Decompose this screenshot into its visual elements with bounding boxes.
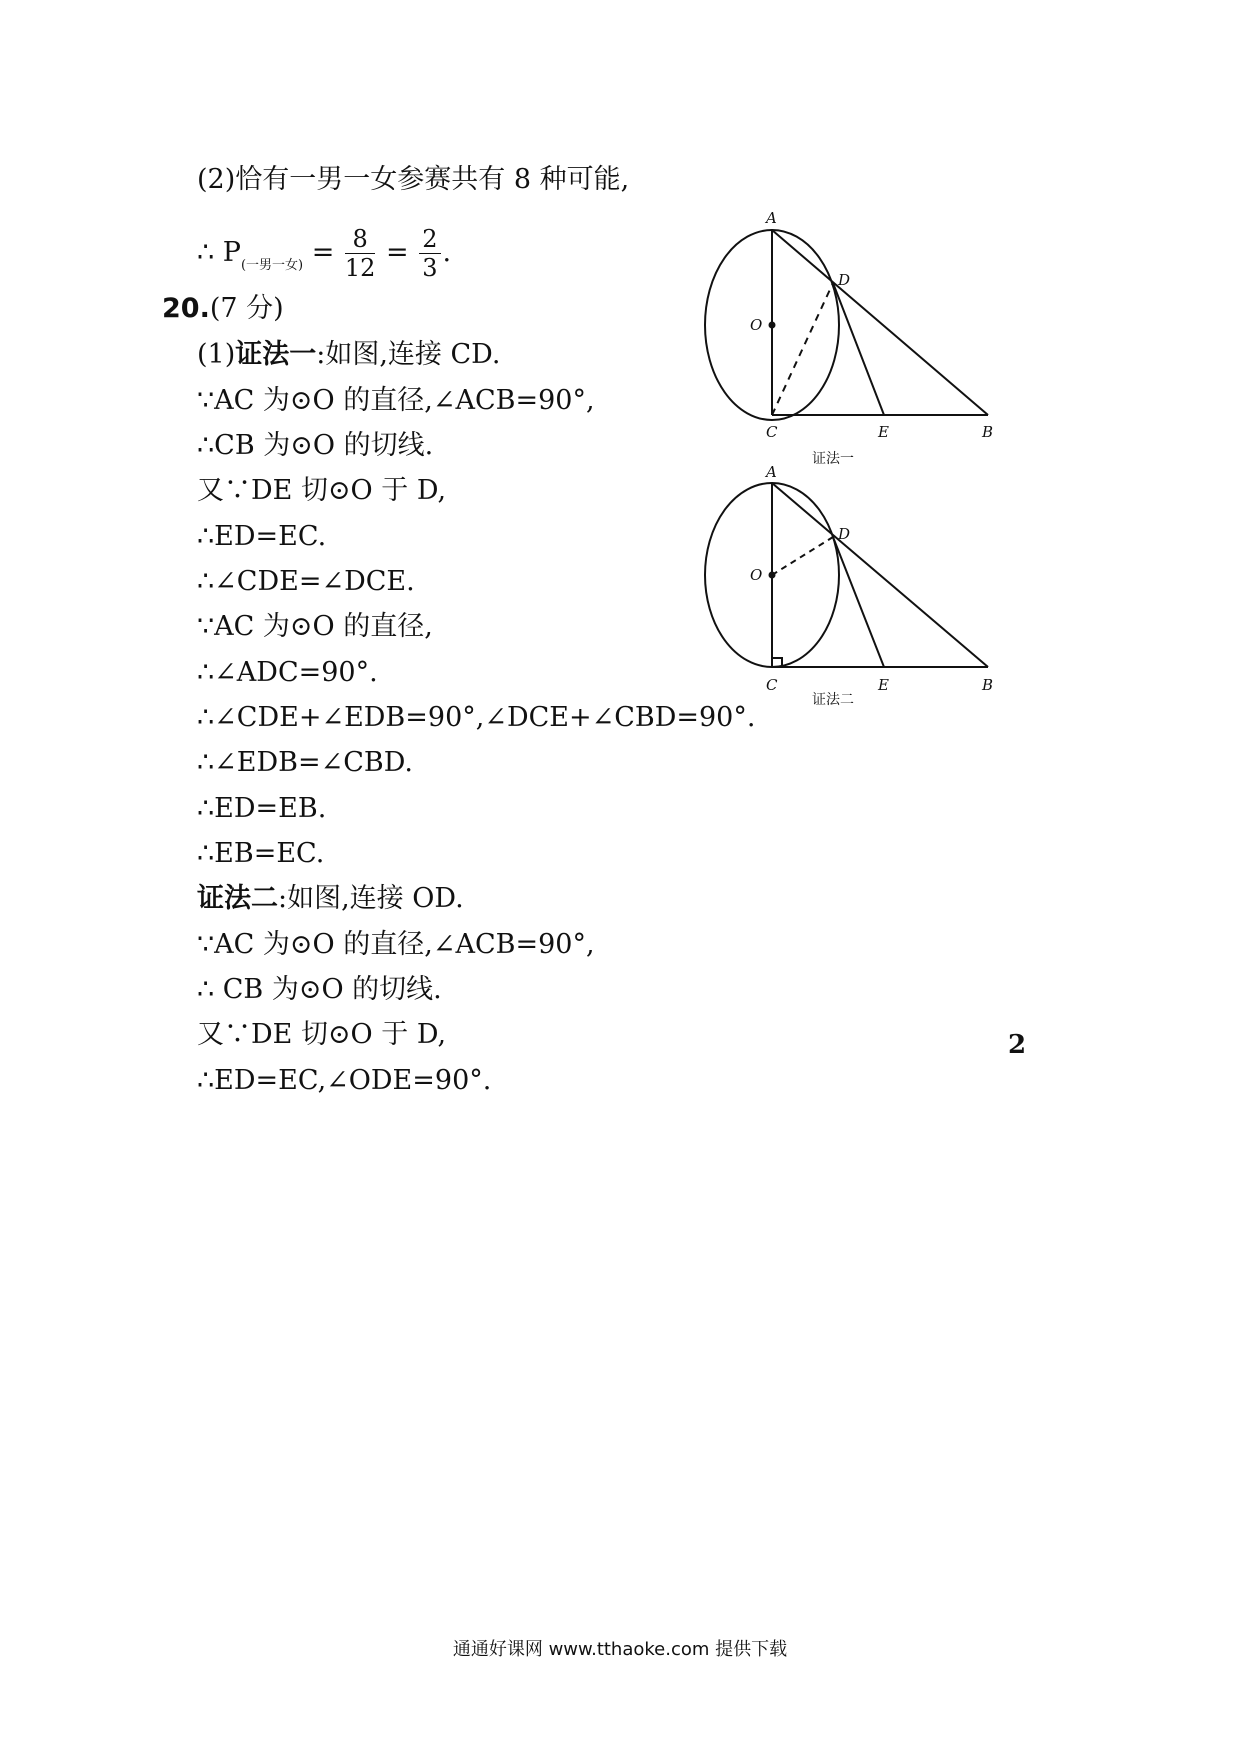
segment-ab (772, 483, 988, 667)
figure-proof1 (690, 205, 1010, 475)
fraction-2-3 (419, 225, 440, 282)
fraction-numerator: 2 (419, 225, 440, 254)
proof2-line: ∴ED=EC,∠ODE=90°. (197, 1065, 492, 1096)
fraction-denominator: 12 (344, 254, 376, 282)
therefore-p: ∴ P (197, 237, 241, 268)
equals-sign-2: = (386, 237, 409, 268)
label-b: B (982, 423, 994, 441)
proof1-line: ∴CB 为⊙O 的切线. (197, 430, 434, 461)
label-c: C (766, 676, 778, 694)
center-dot (769, 322, 776, 329)
equals-sign-1: = (311, 237, 335, 268)
proof1-line: ∴∠ADC=90°. (197, 657, 378, 688)
proof1-line: ∴EB=EC. (197, 838, 325, 869)
proof1-prefix: (1) (197, 339, 236, 370)
proof2-line: 又∵DE 切⊙O 于 D, (197, 1019, 447, 1050)
proof2-intro-text: :如图,连接 OD. (278, 883, 464, 914)
probability-formula (197, 225, 451, 283)
label-d: D (838, 271, 851, 289)
fraction-numerator: 8 (345, 225, 376, 254)
part2-line1: (2)恰有一男一女参赛共有 8 种可能, (197, 164, 630, 195)
fraction-denominator: 3 (422, 254, 438, 282)
page-number: 2 (1008, 1030, 1027, 1060)
label-c: C (766, 423, 778, 441)
proof1-line: ∵AC 为⊙O 的直径,∠ACB=90°, (197, 385, 595, 416)
proof1-line: 又∵DE 切⊙O 于 D, (197, 475, 447, 506)
footer-credit: 通通好课网 www.tthaoke.com 提供下载 (452, 1639, 788, 1660)
fraction-8-12 (345, 225, 376, 282)
dashed-cd (772, 283, 833, 415)
proof2-intro (197, 882, 464, 916)
label-a: A (766, 209, 777, 227)
segment-ab (772, 230, 988, 415)
figure-proof2 (690, 462, 1010, 717)
dashed-od (772, 537, 833, 575)
figure2-caption: 证法二 (812, 692, 854, 708)
question-score: (7 分) (209, 293, 284, 324)
question-header (162, 292, 284, 326)
label-o: O (750, 566, 763, 584)
center-dot (769, 572, 776, 579)
proof1-title: 证法一 (235, 339, 317, 370)
proof1-line: ∴∠CDE+∠EDB=90°,∠DCE+∠CBD=90°. (197, 702, 756, 733)
proof2-line: ∵AC 为⊙O 的直径,∠ACB=90°, (197, 929, 595, 960)
proof1-intro (197, 338, 500, 372)
proof1-line: ∴ED=EB. (197, 793, 327, 824)
label-d: D (838, 525, 851, 543)
probability-subscript: (一男一女) (240, 258, 304, 273)
label-b: B (982, 676, 994, 694)
question-number: 20. (162, 293, 210, 324)
period: . (442, 237, 452, 268)
label-e: E (878, 676, 889, 694)
label-e: E (878, 423, 889, 441)
proof2-line: ∴ CB 为⊙O 的切线. (197, 974, 442, 1005)
proof1-intro-text: :如图,连接 CD. (316, 339, 501, 370)
proof1-line: ∵AC 为⊙O 的直径, (197, 611, 433, 642)
figure1-caption: 证法一 (812, 451, 854, 467)
proof1-line: ∴ED=EC. (197, 521, 327, 552)
proof1-line: ∴∠EDB=∠CBD. (197, 747, 414, 778)
proof2-title: 证法二 (197, 883, 278, 914)
label-o: O (750, 316, 763, 334)
proof1-line: ∴∠CDE=∠DCE. (197, 566, 415, 597)
label-a: A (766, 463, 777, 481)
